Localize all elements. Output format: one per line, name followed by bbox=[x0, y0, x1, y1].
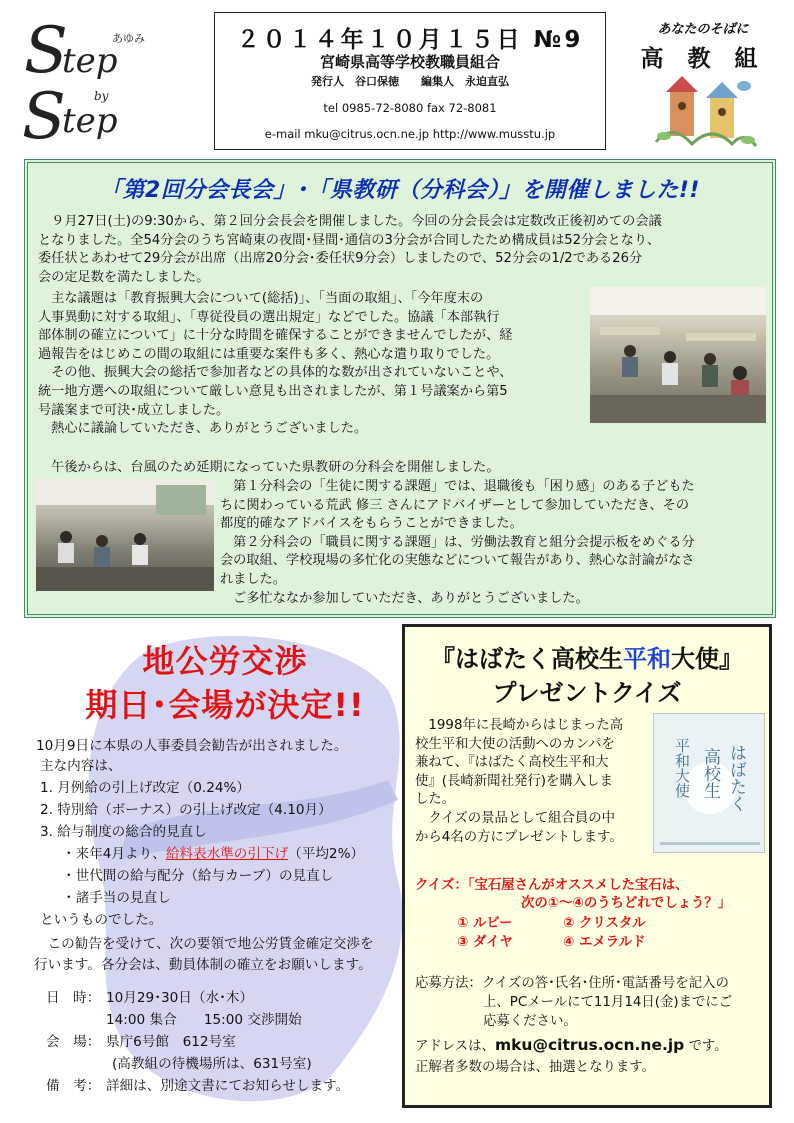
sub-item-prefix: ・来年4月より、 bbox=[62, 846, 166, 862]
quiz-title-post: 大使』 bbox=[671, 645, 743, 673]
logo-word-by: by bbox=[94, 89, 109, 103]
text-line: 会の定足数を満たしました。 bbox=[38, 269, 210, 285]
time-value: 14:00 集合 15:00 交渉開始 bbox=[106, 1012, 302, 1028]
top-article-box bbox=[24, 159, 776, 618]
text-line: 都度的確なアドバイスをもらうことができました。 bbox=[220, 516, 523, 532]
paragraph-line: この勧告を受けて、次の要領で地公労賃金確定交渉を bbox=[34, 936, 374, 952]
paragraph-agenda bbox=[38, 290, 586, 439]
lottery-note: 正解者多数の場合は、抽選となります。 bbox=[415, 1060, 655, 1075]
birdhouse-illustration bbox=[652, 72, 762, 150]
paragraph-line: 行います。各分会は、動員体制の確立をお願いします。 bbox=[34, 957, 372, 973]
issue-date: ２０１４年１０月１５日 №9 bbox=[236, 27, 584, 53]
text-line: ちに関わっている荒武 修三 さんにアドバイザーとして参加していただき、その bbox=[220, 497, 690, 513]
text-line: 会の取組、学校現場の多忙化の実態などについて報告があり、熱心な討論がなさ bbox=[220, 553, 695, 569]
text-line: 過報告をはじめこの間の取組には重要な案件も多く、熱心な遣り取りでした。 bbox=[38, 346, 500, 362]
apply-line: 応募方法：クイズの答･氏名･住所･電話番号を記入の bbox=[415, 976, 729, 991]
text-line: ９月27日(土)の9:30から、第２回分会長会を開催しました。今回の分会長会は定数改正後初めての会議 bbox=[38, 214, 662, 229]
negotiation-title-line2: 期日･会場が決定!! bbox=[85, 686, 365, 724]
step-by-step-logo bbox=[22, 14, 152, 142]
logo-letter-s2: S bbox=[22, 80, 66, 142]
organization-name: 宮崎県高等学校教職員組合 bbox=[319, 53, 500, 71]
quiz-title bbox=[405, 639, 769, 674]
closing-line: というものでした。 bbox=[40, 912, 163, 928]
date-value: 10月29･30日（水･木） bbox=[106, 990, 254, 1006]
publisher-line: 発行人 谷口保徳 編集人 永迫直弘 bbox=[311, 75, 509, 88]
address-suffix: です。 bbox=[684, 1039, 728, 1054]
note-label: 備 考： bbox=[46, 1078, 101, 1094]
paragraph-subcommittees bbox=[220, 478, 768, 608]
logo-graphic bbox=[22, 14, 152, 142]
book-title-habataku: はばたく bbox=[726, 744, 746, 812]
quiz-subtitle: プレゼントクイズ bbox=[492, 679, 682, 707]
note-value: 詳細は、別途文書にてお知らせします。 bbox=[106, 1078, 350, 1094]
sub-item-suffix: （平均2%） bbox=[288, 846, 365, 862]
venue-note: (高教組の待機場所は、631号室) bbox=[112, 1056, 312, 1072]
text-line: 熱心に議論していただき、ありがとうございました。 bbox=[38, 421, 368, 437]
logo-letter-s1: S bbox=[24, 14, 68, 88]
quiz-option-3[interactable]: ③ ダイヤ bbox=[457, 935, 513, 950]
address-line bbox=[415, 1036, 728, 1057]
date-label: 日 時： bbox=[46, 990, 101, 1006]
text-line: 校生平和大使の活動へのカンパを bbox=[415, 736, 615, 752]
paragraph-meeting bbox=[38, 213, 768, 287]
text-line: した。 bbox=[415, 792, 456, 808]
union-name: 高 教 組 bbox=[640, 46, 766, 72]
list-item: 2. 特別給（ボーナス）の引上げ改定（4.10月） bbox=[40, 802, 332, 818]
masthead-box bbox=[214, 12, 606, 150]
quiz-question-line2: 次の①～④のうちどれでしょう？」 bbox=[521, 896, 732, 911]
text-line: 1998年に長崎からはじまった高 bbox=[415, 718, 624, 733]
apply-line: 応募ください。 bbox=[483, 1014, 577, 1029]
email-address[interactable]: mku@citrus.ocn.ne.jp bbox=[494, 1036, 685, 1054]
book-title-heiwataishi: 平和大使 bbox=[673, 738, 691, 798]
sub-item: ・諸手当の見直し bbox=[62, 890, 171, 906]
meeting-photo-1 bbox=[590, 287, 766, 423]
text-line: 号議案まで可決･成立しました。 bbox=[38, 402, 230, 418]
email-line[interactable]: e-mail mku@citrus.ocn.ne.jp http://www.musstu.jp bbox=[264, 127, 556, 141]
phone-line: tel 0985-72-8080 fax 72-8081 bbox=[323, 101, 497, 115]
text-line: 使』(長崎新聞社発行)を購入しま bbox=[415, 773, 613, 789]
logo-ayumi: あゆみ bbox=[112, 32, 145, 45]
sub-item: ・世代間の給与配分（給与カーブ）の見直し bbox=[62, 868, 334, 884]
afternoon-line: 午後からは、台風のため延期になっていた県教研の分科会を開催しました。 bbox=[38, 460, 500, 475]
quiz-question-line1: クイズ：「宝石屋さんがオススメした宝石は、 bbox=[415, 878, 689, 893]
quiz-option-4[interactable]: ④ エメラルド bbox=[563, 935, 646, 950]
book-title-koukousei: 高校生 bbox=[700, 748, 720, 799]
venue-label: 会 場： bbox=[46, 1034, 101, 1050]
negotiation-title-line1: 地公労交渉 bbox=[142, 642, 308, 680]
text-line: 委任状とあわせて29分会が出席（出席20分会･委任状9分会）しましたので、52分会の1/2である26分 bbox=[38, 251, 643, 267]
highlight-salary-cut: 給料表水準の引下げ bbox=[165, 846, 289, 862]
text-line: 部体制の確立について」に十分な時間を確保することができませんでしたが、経 bbox=[38, 328, 513, 344]
quiz-title-pre: 『はばたく高校生 bbox=[431, 645, 623, 673]
quiz-body bbox=[415, 717, 623, 847]
text-line: 人事異動に対する取組」、「専従役員の選出規定」などでした。協議「本部執行 bbox=[38, 309, 500, 325]
quiz-option-2[interactable]: ② クリスタル bbox=[563, 916, 646, 931]
text-line: その他、振興大会の総括で参加者などの具体的な数が出されていないことや、 bbox=[38, 365, 513, 381]
slogan: あなたのそばに bbox=[657, 22, 749, 37]
text-line: 第２分科会の「職員に関する課題」は、労働法教育と組分会提示板をめぐる分 bbox=[220, 534, 695, 550]
top-article-title: 「第2回分会長会」･「県教研（分科会）」を開催しました!! bbox=[100, 178, 700, 203]
logo-word-tep2: tep bbox=[62, 101, 118, 141]
intro-line: 10月9日に本県の人事委員会勧告が出されました。 bbox=[36, 738, 348, 754]
text-line: から4名の方にプレゼントします。 bbox=[415, 829, 623, 845]
quiz-title-peace: 平和 bbox=[623, 645, 671, 673]
text-line: 統一地方選への取組について厳しい意見も出されましたが、第１号議案から第5 bbox=[38, 383, 508, 399]
text-line: 主な議題は「教育振興大会について(総括)」、「当面の取組」、「今年度末の bbox=[38, 291, 484, 306]
text-line: れました。 bbox=[220, 571, 286, 587]
book-cover bbox=[653, 713, 765, 853]
venue-value: 県庁6号館 612号室 bbox=[106, 1034, 236, 1050]
list-item: 3. 給与制度の総合的見直し bbox=[40, 824, 207, 840]
list-item: 1. 月例給の引上げ改定（0.24%） bbox=[40, 780, 251, 796]
text-line: 兼ねて、『はばたく高校生平和大 bbox=[415, 755, 609, 771]
meeting-photo-2 bbox=[36, 479, 214, 591]
address-label: アドレスは、 bbox=[415, 1039, 495, 1054]
text-line: となりました。全54分会のうち宮崎東の夜間･昼間･通信の3分会が合同したため構成員は52分会となり、 bbox=[38, 232, 661, 248]
logo-word-tep1: tep bbox=[62, 41, 118, 81]
apply-line: 上、PCメールにて11月14日(金)までにご bbox=[483, 995, 733, 1010]
text-line: ご多忙ななか参加していただき、ありがとうございました。 bbox=[220, 590, 589, 606]
quiz-option-1[interactable]: ① ルビー bbox=[457, 916, 513, 931]
text-line: クイズの景品として組合員の中 bbox=[415, 810, 616, 826]
quiz-box bbox=[402, 624, 772, 1108]
text-line: 第１分科会の「生徒に関する課題」では、退職後も「困り感」のある子どもた bbox=[220, 479, 695, 494]
contents-label: 主な内容は、 bbox=[40, 758, 122, 774]
sub-item-salary-table bbox=[62, 844, 364, 864]
